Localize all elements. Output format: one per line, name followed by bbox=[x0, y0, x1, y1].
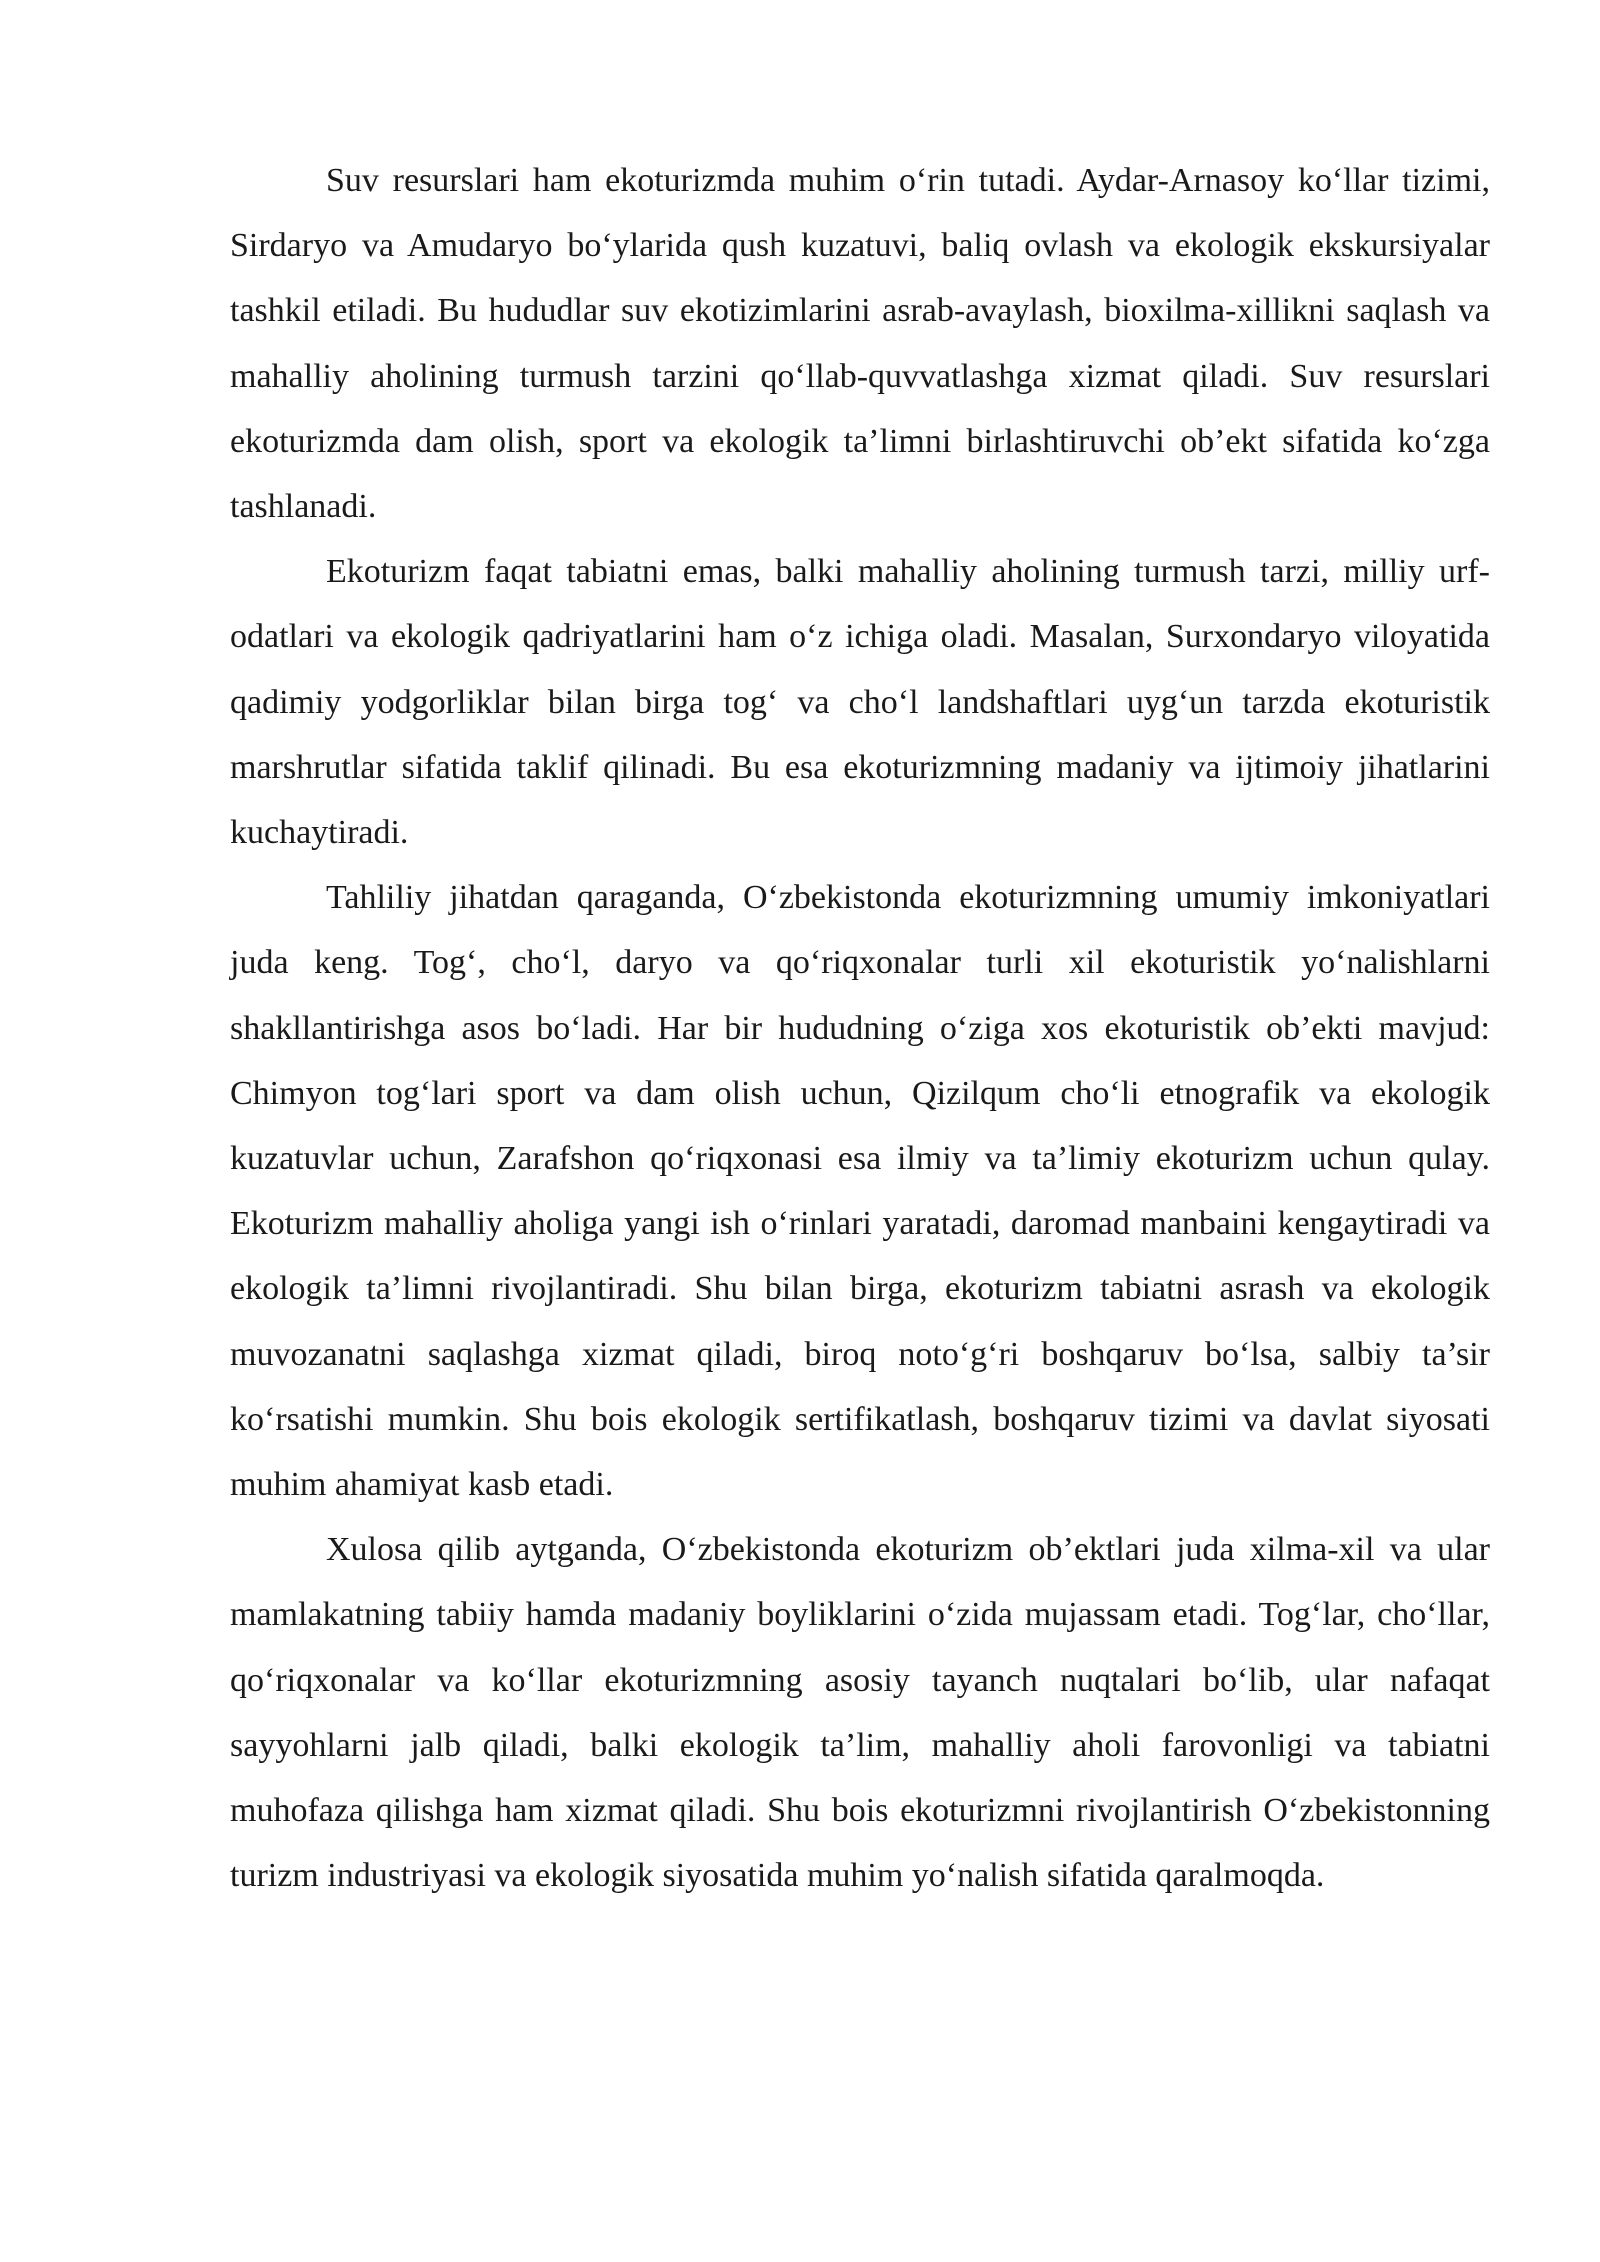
paragraph-water-resources: Suv resurslari ham ekoturizmda muhim o‘rin tutadi. Aydar-Arnasoy ko‘llar tizimi, Sirdaryo va Amudaryo bo‘ylarida qush kuzatuvi, baliq ovlash va ekologik ekskursiyalar tashkil etiladi. Bu hududlar suv ekotizimlarini asrab-avaylash, bioxilma-xillikni saqlash va mahalliy aholining turmush tarzini qo‘llab-quvvatlashga xizmat qiladi. Suv resurslari ekoturizmda dam olish, sport va ekologik ta’limni birlashtiruvchi ob’ekt sifatida ko‘zga tashlanadi. bbox=[230, 162, 1490, 526]
document-body bbox=[230, 148, 1490, 1908]
paragraph-analysis: Tahliliy jihatdan qaraganda, O‘zbekistonda ekoturizmning umumiy imkoniyatlari juda keng. Tog‘, cho‘l, daryo va qo‘riqxonalar turli xil ekoturistik yo‘nalishlarni shakllantirishga asos bo‘ladi. Har bir hududning o‘ziga xos ekoturistik ob’ekti mavjud: Chimyon tog‘lari sport va dam olish uchun, Qizilqum cho‘li etnografik va ekologik kuzatuvlar uchun, Zarafshon qo‘riqxonasi esa ilmiy va ta’limiy ekoturizm uchun qulay. Ekoturizm mahalliy aholiga yangi ish o‘rinlari yaratadi, daromad manbaini kengaytiradi va ekologik ta’limni rivojlantiradi. Shu bilan birga, ekoturizm tabiatni asrash va ekologik muvozanatni saqlashga xizmat qiladi, biroq noto‘g‘ri boshqaruv bo‘lsa, salbiy ta’sir ko‘rsatishi mumkin. Shu bois ekologik sertifikatlash, boshqaruv tizimi va davlat siyosati muhim ahamiyat kasb etadi. bbox=[230, 879, 1490, 1504]
paragraph-conclusion: Xulosa qilib aytganda, O‘zbekistonda ekoturizm ob’ektlari juda xilma-xil va ular mamlakatning tabiiy hamda madaniy boyliklarini o‘zida mujassam etadi. Tog‘lar, cho‘llar, qo‘riqxonalar va ko‘llar ekoturizmning asosiy tayanch nuqtalari bo‘lib, ular nafaqat sayyohlarni jalb qiladi, balki ekologik ta’lim, mahalliy aholi farovonligi va tabiatni muhofaza qilishga ham xizmat qiladi. Shu bois ekoturizmni rivojlantirish O‘zbekistonning turizm industriyasi va ekologik siyosatida muhim yo‘nalish sifatida qaralmoqda. bbox=[230, 1531, 1490, 1895]
paragraph-local-culture: Ekoturizm faqat tabiatni emas, balki mahalliy aholining turmush tarzi, milliy urf-odatlari va ekologik qadriyatlarini ham o‘z ichiga oladi. Masalan, Surxondaryo viloyatida qadimiy yodgorliklar bilan birga tog‘ va cho‘l landshaftlari uyg‘un tarzda ekoturistik marshrutlar sifatida taklif qilinadi. Bu esa ekoturizmning madaniy va ijtimoiy jihatlarini kuchaytiradi. bbox=[230, 553, 1490, 852]
